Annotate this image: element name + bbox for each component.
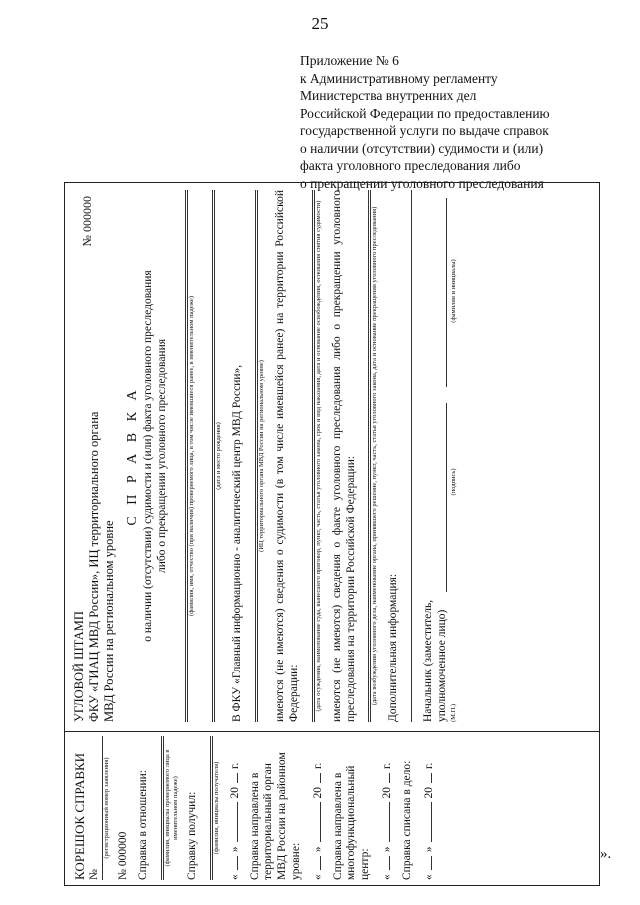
stub-sent-territorial: Справка направлена в территориальный орган МВД России на районном уровне:	[248, 752, 302, 880]
closing-quote-mark: ».	[600, 846, 612, 862]
month-blank	[419, 803, 432, 843]
year-blank	[377, 773, 390, 783]
appendix-line: факта уголовного преследования либо	[300, 158, 521, 173]
day-blank	[419, 856, 432, 870]
date-close-quote: »	[422, 846, 435, 853]
stub-received-caption: (фамилия, инициалы получателя)	[212, 736, 221, 880]
day-blank	[225, 856, 238, 870]
chief-line-2: уполномоченное лицо)	[435, 609, 448, 722]
appendix-line: Министерства внутренних дел	[300, 88, 477, 103]
initials-line	[446, 198, 447, 387]
conviction-caption: (дата осуждения, наименование суда, вынесшего приговор, пункт, часть, статья уголовного закона, срок и вид наказания, дата и основание освобождения, основания снятия судимости)	[314, 190, 323, 722]
date-close-quote: »	[228, 846, 241, 853]
stub-written-off: Справка списана в дело:	[400, 760, 413, 880]
additional-line	[401, 190, 412, 722]
year-suffix: г.	[311, 762, 324, 769]
ic-line	[245, 190, 256, 722]
stub-number-sign: №	[87, 869, 100, 880]
additional-info: Дополнительная информация:	[387, 573, 400, 722]
date-open-quote: «	[228, 874, 241, 880]
appendix-line: к Административному регламенту	[300, 70, 498, 86]
conviction-text: имеются (не имеются) сведения о судимости (в том числе имевшейся ранее) на территории Российской Федерации:	[274, 190, 300, 722]
stub-sent-mfc: Справка направлена в многофункциональный центр:	[331, 765, 372, 880]
date-open-quote: «	[422, 874, 435, 880]
stub-date-mfc	[377, 736, 395, 880]
signature-caption: (подпись)	[449, 468, 457, 496]
year-prefix: 20	[422, 787, 435, 799]
stamp-line-1: ФКУ «ГИАЦ МВД России», ИЦ территориального органа	[87, 411, 101, 722]
year-blank	[308, 773, 321, 783]
name-line	[175, 190, 186, 722]
year-suffix: г.	[228, 762, 241, 769]
stamp-line-2: МВД России на региональном уровне	[102, 520, 116, 722]
certificate-stub	[72, 736, 436, 880]
appendix-line: о наличии (отсутствии) судимости и (или)	[300, 140, 544, 156]
month-blank	[308, 803, 321, 843]
month-blank	[377, 803, 390, 843]
year-suffix: г.	[380, 762, 393, 769]
name-caption: (фамилия, имя, отчество (при наличии) проверяемого лица, в том числе имевшиеся ранее, в именительном падеже)	[187, 190, 196, 722]
year-suffix: г.	[422, 762, 435, 769]
conviction-line	[302, 190, 313, 722]
year-prefix: 20	[311, 787, 324, 799]
prosecution-text: имеются (не имеются) сведения о факте уголовного преследования либо о прекращении уголовного преследования на территории Российской Федерации:	[330, 190, 357, 722]
ic-caption: (ИЦ территориального органа МВД России на региональном уровне)	[257, 190, 266, 722]
appendix-line: Приложение № 6	[300, 53, 399, 68]
day-blank	[308, 856, 321, 870]
year-blank	[419, 773, 432, 783]
birth-caption: (дата и место рождения)	[214, 190, 223, 722]
appendix-line: Российской Федерации по предоставлению	[300, 105, 550, 121]
signature-line	[446, 403, 447, 592]
year-prefix: 20	[228, 787, 241, 799]
date-open-quote: «	[380, 874, 393, 880]
year-blank	[225, 773, 238, 783]
initials-caption: (фамилия и инициалы)	[449, 259, 457, 323]
birth-line	[202, 190, 213, 722]
stamp-title: УГЛОВОЙ ШТАМП	[72, 611, 86, 722]
signature-captions	[450, 190, 458, 722]
stub-regarding-caption: (фамилия, инициалы проверяемого лица в именительном падеже)	[163, 736, 180, 880]
seal-mark: (М.П.)	[449, 703, 457, 722]
stub-number: № 000000	[117, 831, 130, 880]
certificate-number: № 000000	[80, 196, 94, 247]
month-blank	[225, 803, 238, 843]
certificate-form-frame	[64, 182, 600, 886]
stub-date-written-off	[419, 736, 437, 880]
appendix-line: о прекращении уголовного преследования	[300, 175, 544, 191]
page-number: 25	[311, 14, 329, 33]
stub-title: КОРЕШОК СПРАВКИ	[72, 752, 87, 880]
year-prefix: 20	[380, 787, 393, 799]
certificate-subheading-2: либо о прекращении уголовного преследования	[155, 338, 168, 574]
certificate-body	[72, 190, 458, 722]
stub-separator	[64, 731, 600, 732]
chief-title	[422, 600, 450, 722]
certificate-heading: С П Р А В К А	[125, 386, 140, 526]
appendix-line: государственной услуги по выдаче справок	[300, 123, 549, 138]
date-close-quote: »	[311, 846, 324, 853]
prosecution-line	[358, 190, 369, 722]
stub-received-label: Справку получил:	[185, 791, 198, 880]
certificate-subheading-1: о наличии (отсутствии) судимости и (или) факта уголовного преследования	[141, 270, 154, 642]
signature-row	[422, 190, 450, 722]
certificate-form	[64, 182, 600, 886]
stub-date-territorial	[308, 736, 326, 880]
appendix-header	[300, 52, 630, 192]
stub-regarding-label: Справка в отношении:	[137, 770, 150, 880]
date-open-quote: «	[311, 874, 324, 880]
stub-received-line	[200, 736, 211, 880]
date-close-quote: »	[380, 846, 393, 853]
prosecution-caption: (дата возбуждения уголовного дела, наименование органа, принявшего решение, пункт, часть, статья уголовного закона, дата и основание прекращения уголовного преследования)	[370, 190, 379, 722]
day-blank	[377, 856, 390, 870]
chief-line-1: Начальник (заместитель,	[422, 599, 435, 722]
stub-regarding-line	[151, 736, 162, 880]
stub-date-received	[225, 736, 243, 880]
fku-line: В ФКУ «Главный информационно - аналитический центр МВД России»,	[231, 364, 244, 722]
stub-reg-caption: (регистрационный номер заявления)	[102, 736, 111, 880]
